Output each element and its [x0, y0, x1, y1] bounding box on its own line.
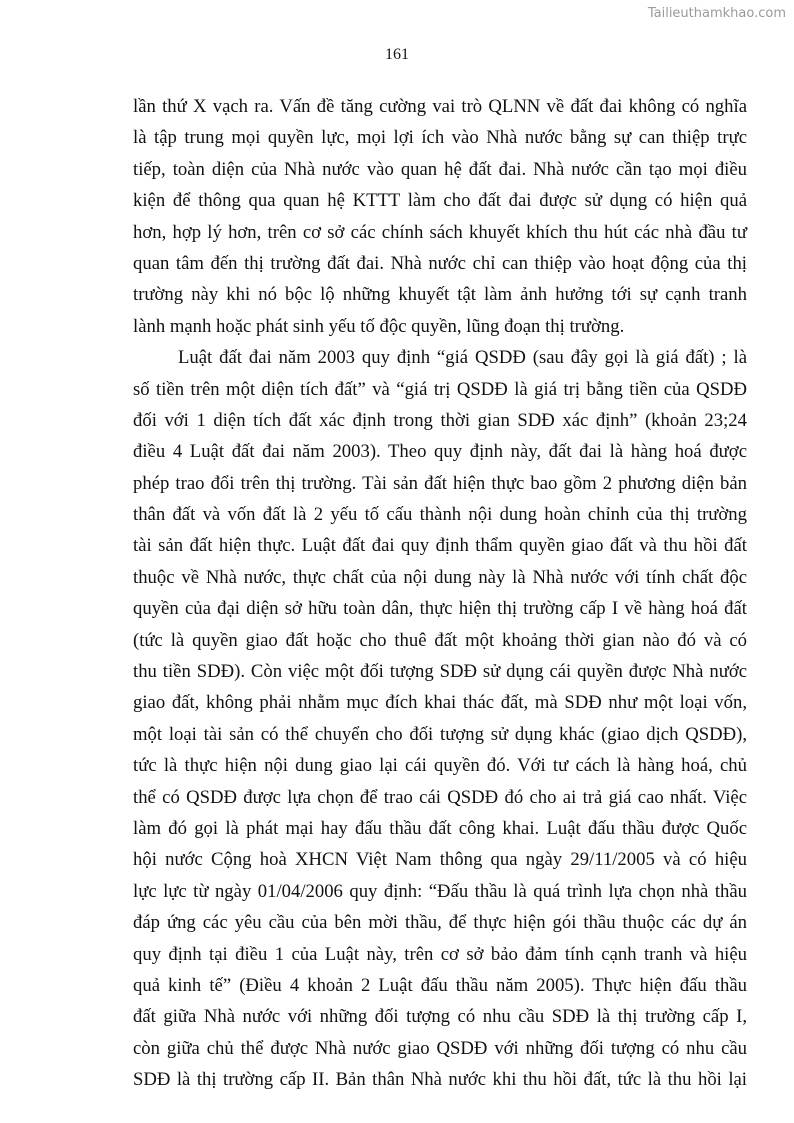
- text-line: kiện để thông qua quan hệ KTTT làm cho đất đai được sử dụng có hiện quả: [133, 190, 747, 212]
- paragraph-2: [133, 342, 747, 1095]
- text-line: SDĐ là thị trường cấp II. Bản thân Nhà nước khi thu hồi đất, tức là thu hồi lại: [133, 1069, 747, 1091]
- text-line: quan tâm đến thị trường đất đai. Nhà nước chỉ can thiệp vào hoạt động của thị: [133, 252, 747, 274]
- text-line: số tiền trên một diện tích đất” và “giá trị QSDĐ là giá trị bằng tiền của QSDĐ: [133, 378, 747, 400]
- text-line: (tức là quyền giao đất hoặc cho thuê đất một khoảng thời gian nào đó và có: [133, 629, 747, 651]
- body-text: [133, 91, 747, 1096]
- text-line: Luật đất đai năm 2003 quy định “giá QSDĐ (sau đây gọi là giá đất) ; là: [178, 347, 747, 369]
- text-line: tiếp, toàn diện của Nhà nước vào quan hệ đất đai. Nhà nước cần tạo mọi điều: [133, 158, 747, 180]
- text-line: làm đó gọi là phát mại hay đấu thầu đất công khai. Luật đấu thầu được Quốc: [133, 817, 747, 839]
- text-line: hơn, hợp lý hơn, trên cơ sở các chính sách khuyết khích thu hút các nhà đầu tư: [133, 221, 747, 243]
- text-line: thuộc về Nhà nước, thực chất của nội dung này là Nhà nước với tính chất độc: [133, 566, 747, 588]
- text-line: quyền của đại diện sở hữu toàn dân, thực hiện thị trường cấp I về hàng hoá đất: [133, 598, 747, 620]
- watermark: Tailieuthamkhao.com: [647, 6, 786, 21]
- text-line: là tập trung mọi quyền lực, mọi lợi ích vào Nhà nước bằng sự can thiệp trực: [133, 127, 747, 149]
- text-line: đất giữa Nhà nước với những đối tượng có nhu cầu SDĐ là thị trường cấp I,: [133, 1006, 747, 1028]
- text-line: trường này khi nó bộc lộ những khuyết tật làm ảnh hưởng tới sự cạnh tranh: [133, 284, 747, 306]
- text-line: lần thứ X vạch ra. Vấn đề tăng cường vai trò QLNN về đất đai không có nghĩa: [133, 96, 747, 117]
- text-line: còn giữa chủ thể được Nhà nước giao QSDĐ với những đối tượng có nhu cầu: [133, 1037, 747, 1059]
- text-line: phép trao đổi trên thị trường. Tài sản đất hiện thực bao gồm 2 phương diện bản: [133, 472, 747, 494]
- text-line: thể có QSDĐ được lựa chọn để trao cái QSDĐ đó cho ai trả giá cao nhất. Việc: [133, 786, 747, 808]
- text-line: thân đất và vốn đất là 2 yếu tố cấu thành nội dung hoàn chỉnh của thị trường: [133, 504, 747, 526]
- text-line: đối với 1 diện tích đất xác định trong thời gian SDĐ xác định” (khoản 23;24: [133, 409, 747, 431]
- text-line: tài sản đất hiện thực. Luật đất đai quy định thẩm quyền giao đất và thu hồi đất: [133, 535, 747, 557]
- text-line: lành mạnh hoặc phát sinh yếu tố độc quyền, lũng đoạn thị trường.: [133, 315, 625, 337]
- text-line: đáp ứng các yêu cầu của bên mời thầu, để thực hiện gói thầu thuộc các dự án: [133, 912, 747, 934]
- text-line: tức là thực hiện nội dung giao lại cái quyền đó. Với tư cách là hàng hoá, chủ: [133, 755, 747, 777]
- text-line: một loại tài sản có thể chuyển cho đối tượng sử dụng khác (giao dịch QSDĐ),: [133, 723, 747, 745]
- text-line: giao đất, không phải nhằm mục đích khai thác đất, mà SDĐ như một loại vốn,: [133, 692, 747, 714]
- paragraph-1: [133, 91, 747, 342]
- text-line: lực lực từ ngày 01/04/2006 quy định: “Đấu thầu là quá trình lựa chọn nhà thầu: [133, 880, 747, 902]
- text-line: quy định tại điều 1 của Luật này, trên cơ sở bảo đảm tính cạnh tranh và hiệu: [133, 943, 747, 965]
- text-line: quả kinh tế” (Điều 4 khoản 2 Luật đấu thầu năm 2005). Thực hiện đấu thầu: [133, 974, 747, 996]
- text-line: hội nước Cộng hoà XHCN Việt Nam thông qua ngày 29/11/2005 và có hiệu: [133, 849, 747, 871]
- text-line: thu tiền SDĐ). Còn việc một đối tượng SDĐ sử dụng cái quyền được Nhà nước: [133, 661, 747, 683]
- page-number: 161: [385, 46, 409, 63]
- text-line: điều 4 Luật đất đai năm 2003). Theo quy định này, đất đai là hàng hoá được: [133, 441, 747, 463]
